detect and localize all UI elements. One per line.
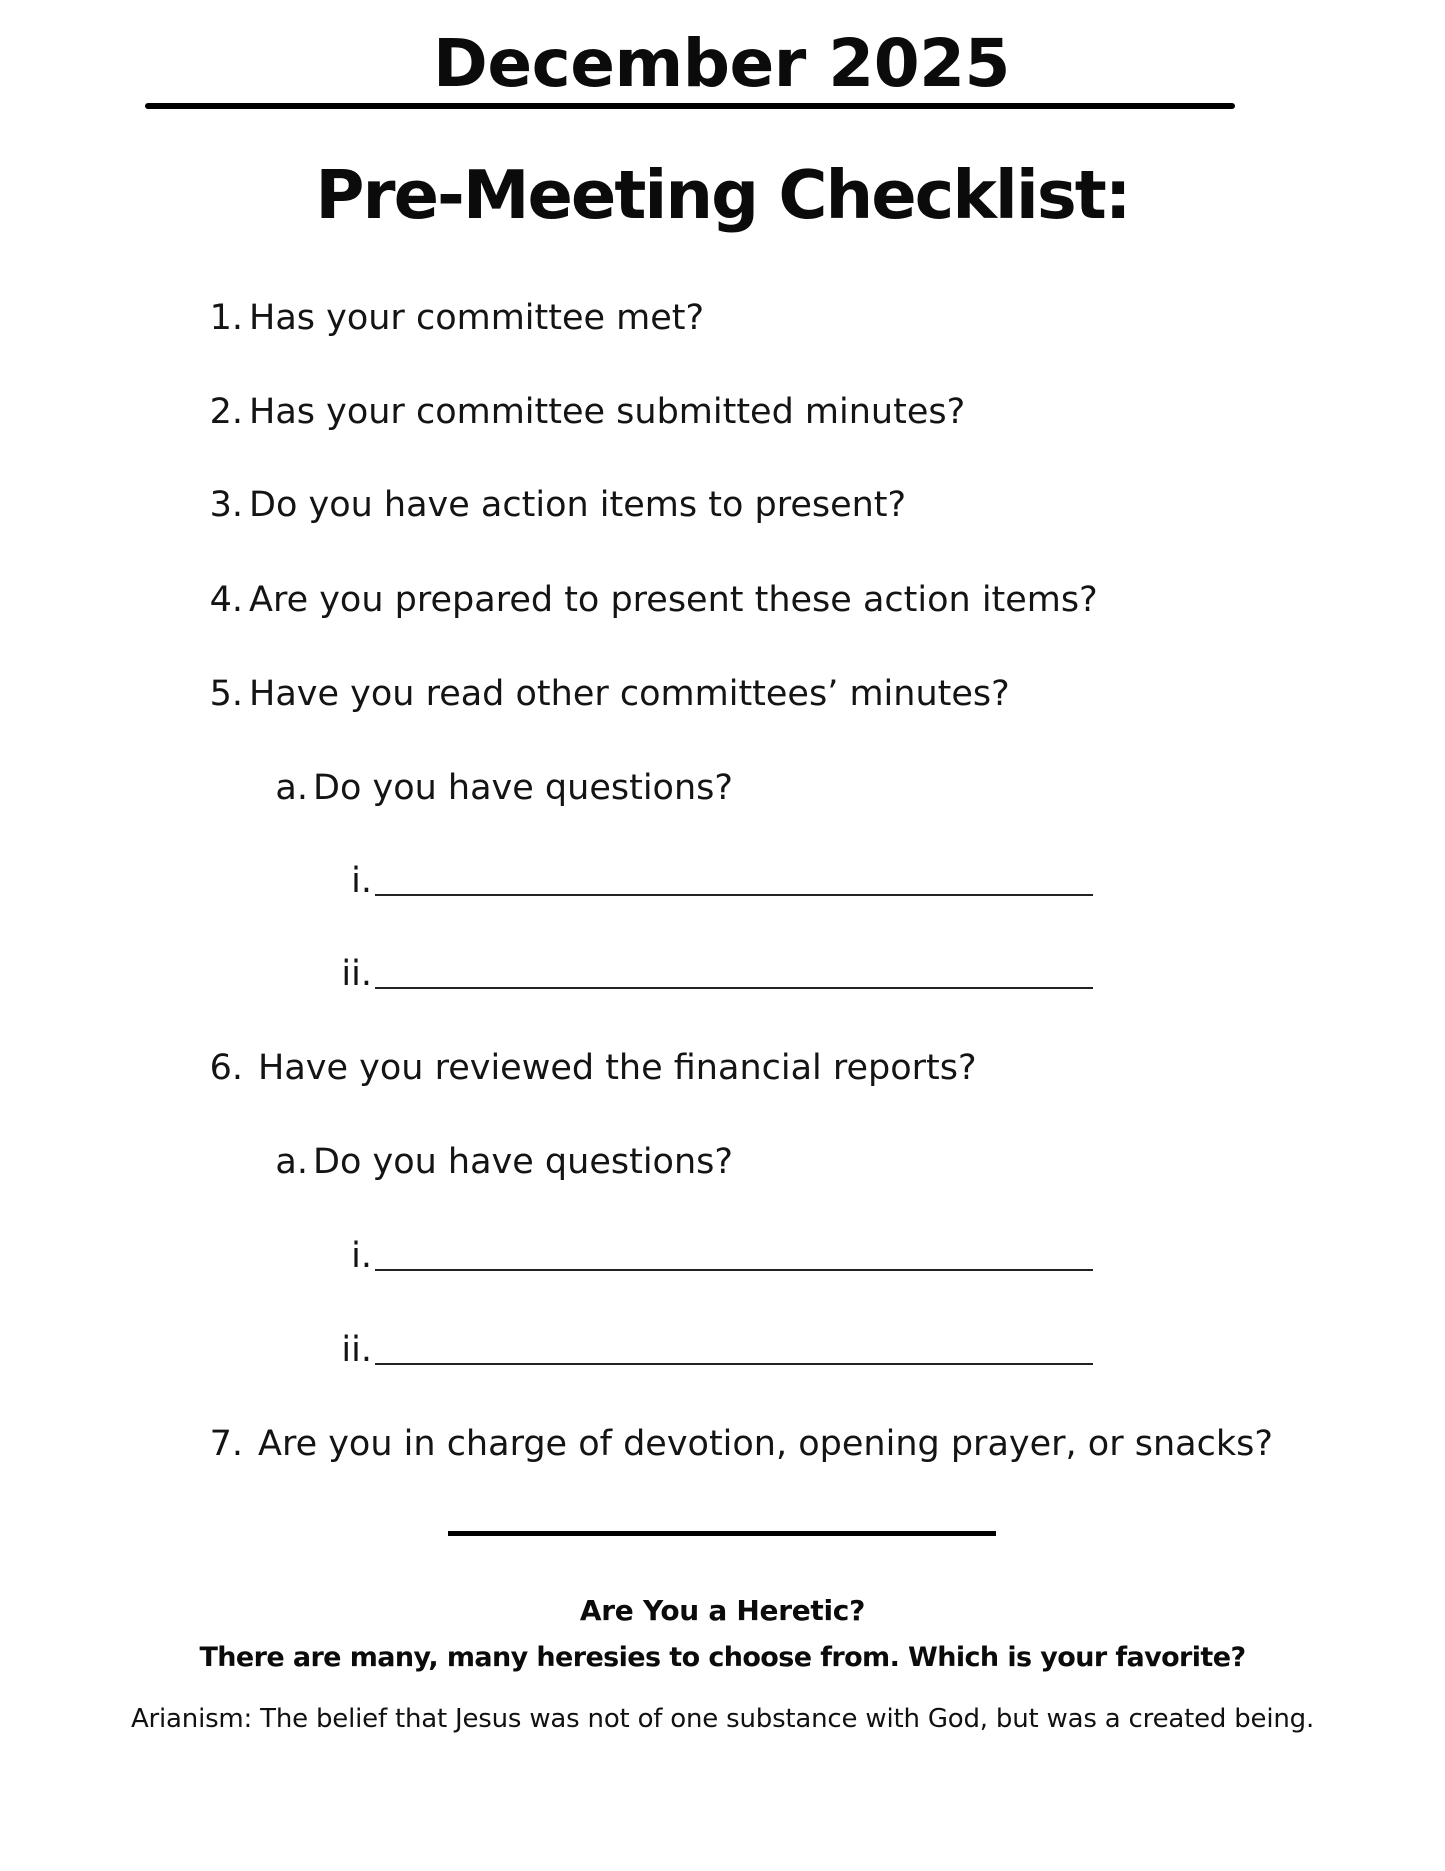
question-blank-line[interactable] — [375, 1269, 1093, 1271]
blank-numeral: i. — [351, 861, 372, 901]
month-title: December 2025 — [433, 25, 1010, 102]
item-number: 1. — [209, 298, 243, 338]
blank-numeral: ii. — [341, 954, 372, 994]
question-blank-line[interactable] — [375, 987, 1093, 989]
heresy-subheading: There are many, many heresies to choose from. Which is your favorite? — [199, 1642, 1246, 1673]
item-number: 3. — [209, 485, 243, 525]
heresy-heading: Are You a Heretic? — [579, 1594, 866, 1627]
item-text: Have you read other committees’ minutes? — [249, 674, 1010, 714]
item-number: 5. — [209, 674, 243, 714]
blank-numeral: ii. — [341, 1330, 372, 1370]
item-text: Are you in charge of devotion, opening prayer, or snacks? — [258, 1424, 1273, 1464]
item-number: 4. — [209, 580, 243, 620]
sub-item-letter: a. — [275, 768, 308, 808]
item-text: Has your committee submitted minutes? — [249, 392, 966, 432]
item-number: 6. — [209, 1048, 243, 1088]
sub-item-letter: a. — [275, 1142, 308, 1182]
sub-item-text: Do you have questions? — [313, 768, 733, 808]
item-number: 7. — [209, 1424, 243, 1464]
item-text: Have you reviewed the financial reports? — [258, 1048, 977, 1088]
section-divider — [448, 1531, 996, 1536]
item-number: 2. — [209, 392, 243, 432]
sub-item-text: Do you have questions? — [313, 1142, 733, 1182]
question-blank-line[interactable] — [375, 894, 1093, 896]
page-title: Pre-Meeting Checklist: — [315, 156, 1130, 234]
title-divider — [145, 103, 1235, 109]
blank-numeral: i. — [351, 1236, 372, 1276]
item-text: Do you have action items to present? — [249, 485, 907, 525]
question-blank-line[interactable] — [375, 1363, 1093, 1365]
item-text: Has your committee met? — [249, 298, 705, 338]
heresy-definition: Arianism: The belief that Jesus was not of one substance with God, but was a created being. — [130, 1704, 1315, 1734]
item-text: Are you prepared to present these action items? — [249, 580, 1098, 620]
